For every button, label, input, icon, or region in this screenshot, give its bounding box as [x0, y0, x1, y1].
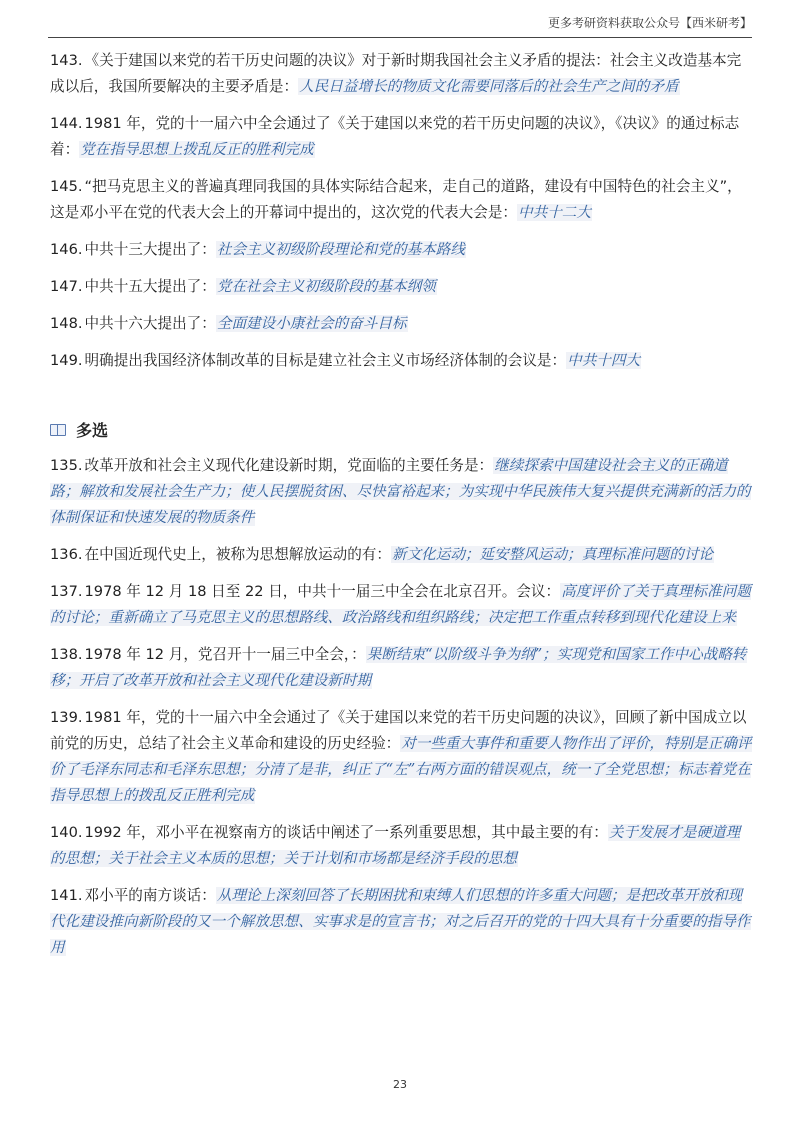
question-number: 140.	[50, 824, 83, 841]
question-item	[50, 111, 754, 163]
answer-text: 高度评价了关于真理标准问题的讨论；重新确立了马克思主义的思想路线、政治路线和组织路线；决定把工作重点转移到现代化建设上来	[50, 583, 751, 626]
question-item	[50, 311, 754, 337]
question-number: 138.	[50, 646, 83, 663]
page-header	[0, 0, 800, 40]
answer-text: 关于发展才是硬道理的思想；关于社会主义本质的思想；关于计划和市场都是经济手段的思想	[50, 824, 741, 867]
question-text: 1981 年，党的十一届六中全会通过了《关于建国以来党的若干历史问题的决议》，《决议》的通过标志着：	[50, 115, 740, 158]
answer-text: 对一些重大事件和重要人物作出了评价，特别是正确评价了毛泽东同志和毛泽东思想；分清了是非，纠正了“左”右两方面的错误观点，统一了全党思想；标志着党在指导思想上的拨乱反正胜利完成	[50, 735, 752, 804]
question-number: 135.	[50, 457, 83, 474]
section-title: 多选	[76, 421, 109, 440]
question-item	[50, 274, 754, 300]
question-number: 149.	[50, 352, 83, 369]
question-number: 145.	[50, 178, 83, 195]
question-item	[50, 579, 754, 631]
single-choice-list	[50, 48, 754, 374]
question-text: 1992 年，邓小平在视察南方的谈话中阐述了一系列重要思想，其中最主要的有：	[84, 824, 608, 841]
question-text: 中共十三大提出了：	[84, 241, 216, 258]
question-number: 144.	[50, 115, 83, 132]
section-heading-multi	[50, 418, 754, 441]
answer-text: 继续探索中国建设社会主义的正确道路；解放和发展社会生产力；使人民摆脱贫困、尽快富裕起来；为实现中华民族伟大复兴提供充满新的活力的体制保证和快速发展的物质条件	[50, 457, 751, 526]
question-item	[50, 820, 754, 872]
question-text: “把马克思主义的普遍真理同我国的具体实际结合起来，走自己的道路，建设有中国特色的社会主义”，这是邓小平在党的代表大会上的开幕词中提出的，这次党的代表大会是：	[50, 178, 742, 221]
question-text: 邓小平的南方谈话：	[84, 887, 216, 904]
answer-text: 党在指导思想上拨乱反正的胜利完成	[80, 141, 314, 158]
question-item	[50, 883, 754, 961]
page-number: 23	[393, 1078, 407, 1091]
answer-text: 党在社会主义初级阶段的基本纲领	[216, 278, 436, 295]
answer-text: 从理论上深刻回答了长期困扰和束缚人们思想的许多重大问题；是把改革开放和现代化建设推向新阶段的又一个解放思想、实事求是的宣言书；对之后召开的党的十四大具有十分重要的指导作用	[50, 887, 751, 956]
answer-text: 中共十二大	[518, 204, 591, 221]
question-number: 147.	[50, 278, 83, 295]
question-number: 143.	[50, 52, 83, 69]
answer-text: 新文化运动；延安整风运动；真理标准问题的讨论	[391, 546, 714, 563]
question-number: 146.	[50, 241, 83, 258]
multi-choice-list	[50, 453, 754, 961]
header-divider	[48, 37, 752, 38]
header-text: 更多考研资料获取公众号【西米研考】	[547, 16, 752, 30]
question-text: 明确提出我国经济体制改革的目标是建立社会主义市场经济体制的会议是：	[84, 352, 567, 369]
question-text: 改革开放和社会主义现代化建设新时期，党面临的主要任务是：	[84, 457, 494, 474]
question-item	[50, 705, 754, 809]
question-text: 中共十六大提出了：	[84, 315, 216, 332]
question-item	[50, 348, 754, 374]
answer-text: 人民日益增长的物质文化需要同落后的社会生产之间的矛盾	[299, 78, 679, 95]
question-number: 137.	[50, 583, 83, 600]
answer-text: 中共十四大	[567, 352, 641, 369]
answer-text: 果断结束“以阶级斗争为纲”；实现党和国家工作中心战略转移；开启了改革开放和社会主义现代化建设新时期	[50, 646, 747, 689]
question-text: 1978 年 12 月，党召开十一届三中全会，：	[84, 646, 366, 663]
answer-text: 全面建设小康社会的奋斗目标	[216, 315, 407, 332]
question-number: 148.	[50, 315, 83, 332]
question-text: 在中国近现代史上，被称为思想解放运动的有：	[84, 546, 391, 563]
question-text: 1978 年 12 月 18 日至 22 日，中共十一届三中全会在北京召开。会议：	[84, 583, 561, 600]
question-item	[50, 237, 754, 263]
question-number: 139.	[50, 709, 83, 726]
question-item	[50, 174, 754, 226]
question-number: 136.	[50, 546, 83, 563]
question-number: 141.	[50, 887, 83, 904]
page-content	[50, 48, 754, 972]
question-item	[50, 48, 754, 100]
question-item	[50, 453, 754, 531]
question-text: 中共十五大提出了：	[84, 278, 216, 295]
answer-text: 社会主义初级阶段理论和党的基本路线	[216, 241, 465, 258]
question-text: 1981 年，党的十一届六中全会通过了《关于建国以来党的若干历史问题的决议》，回顾了新中国成立以前党的历史，总结了社会主义革命和建设的历史经验：	[50, 709, 747, 752]
question-item	[50, 642, 754, 694]
book-icon	[50, 424, 66, 436]
question-text: 《关于建国以来党的若干历史问题的决议》对于新时期我国社会主义矛盾的提法：社会主义改造基本完成以后，我国所要解决的主要矛盾是：	[50, 52, 742, 95]
question-item	[50, 542, 754, 568]
